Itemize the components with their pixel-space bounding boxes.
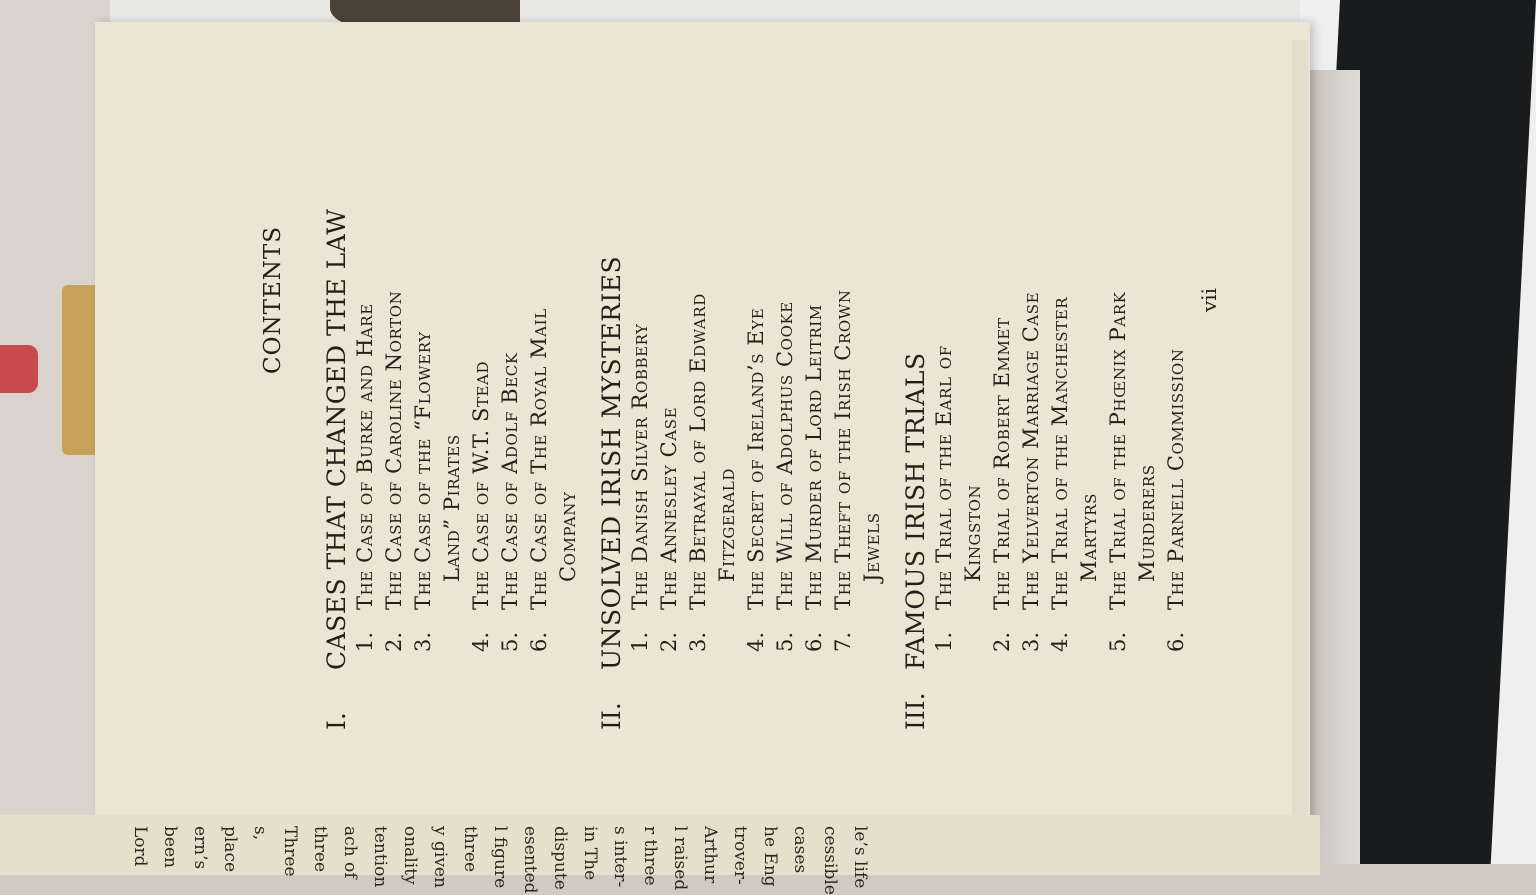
facing-page-fragment: s, [250,826,270,841]
entry-title: The Yelverton Marriage Case [1019,291,1043,610]
entry-title: The Secret of Ireland’s Eye [744,307,768,610]
facing-page-fragment: he Eng [760,826,780,887]
entry-number: 4. [469,631,493,652]
part-numeral: I. [322,712,351,730]
entry-title: Company [556,491,580,582]
entry-number: 1. [628,631,652,652]
facing-page-fragment: l raised [670,826,690,891]
entry-number: 3. [411,631,435,652]
facing-page-fragment: l figure [490,826,510,889]
facing-page-fragment: been [160,826,180,868]
facing-page-fragment: three [460,826,480,873]
entry-title: Murderers [1135,464,1159,582]
part-title: FAMOUS IRISH TRIALS [901,352,930,670]
part-title: UNSOLVED IRISH MYSTERIES [597,255,626,670]
entry-title: The Case of The Royal Mail [527,308,551,610]
contents-heading: CONTENTS [260,226,286,374]
entry-number: 1. [932,631,956,652]
entry-title: The Trial of the Phœnix Park [1106,291,1130,610]
entry-title: The Case of W.T. Stead [469,360,493,610]
facing-page-fragment: dispute [550,826,570,890]
facing-page-fragment: onality [400,826,420,885]
entry-number: 3. [686,631,710,652]
facing-page-fragment: tention [370,826,390,888]
facing-page-fragment: le’s life [850,826,870,889]
entry-number: 6. [1164,631,1188,652]
facing-page-fragment: Arthur [700,826,720,884]
entry-number: 1. [353,631,377,652]
entry-title: The Betrayal of Lord Edward [686,293,710,610]
facing-page-fragment: cases [790,826,810,874]
entry-title: Kingston [961,484,985,582]
facing-page-fragment: trover- [730,826,750,885]
entry-number: 5. [1106,631,1130,652]
page-folio: vii [1197,287,1221,313]
facing-page-fragment: r three [640,826,660,886]
part-numeral: III. [901,692,930,730]
facing-page-fragment: ern’s [190,826,210,870]
entry-title: The Trial of the Manchester [1048,296,1072,610]
facing-page-fragment: ach of [340,826,360,879]
entry-number: 3. [1019,631,1043,652]
part-numeral: II. [597,702,626,730]
entry-number: 5. [773,631,797,652]
facing-page-fragment: in The [580,826,600,881]
entry-number: 4. [1048,631,1072,652]
facing-page-fragment: y given [430,826,450,888]
entry-title: The Case of Burke and Hare [353,303,377,610]
entry-number: 5. [498,631,522,652]
background-red-tag [0,345,38,393]
entry-number: 2. [657,631,681,652]
entry-title: The Murder of Lord Leitrim [802,304,826,610]
entry-number: 6. [527,631,551,652]
table-of-contents [260,0,1460,730]
entry-title: The Danish Silver Robbery [628,323,652,610]
entry-title: The Annesley Case [657,406,681,610]
entry-title: The Case of the “Flowery [411,331,435,610]
facing-page-fragment: Lord [130,826,150,867]
facing-page-fragment: cessible [820,826,840,895]
facing-page-fragment: place [220,826,240,873]
facing-page-fragment: esented [520,826,540,894]
entry-number: 2. [382,631,406,652]
entry-title: The Parnell Commission [1164,348,1188,610]
entry-title: The Theft of the Irish Crown [831,289,855,610]
facing-page-fragment: three [310,826,330,873]
entry-number: 7. [831,631,855,652]
entry-title: Martyrs [1077,492,1101,582]
facing-page-fragment: s inter- [610,826,630,888]
entry-title: The Trial of Robert Emmet [990,317,1014,610]
part-title: CASES THAT CHANGED THE LAW [322,208,351,670]
entry-title: Jewels [860,512,884,582]
entry-title: The Case of Adolf Beck [498,352,522,610]
entry-title: The Trial of the Earl of [932,345,956,610]
entry-title: The Case of Caroline Norton [382,290,406,610]
entry-number: 6. [802,631,826,652]
entry-number: 4. [744,631,768,652]
entry-number: 2. [990,631,1014,652]
entry-title: Land” Pirates [440,434,464,582]
entry-title: Fitzgerald [715,468,739,582]
entry-title: The Will of Adolphus Cooke [773,301,797,610]
facing-page-fragment: Three [280,826,300,877]
